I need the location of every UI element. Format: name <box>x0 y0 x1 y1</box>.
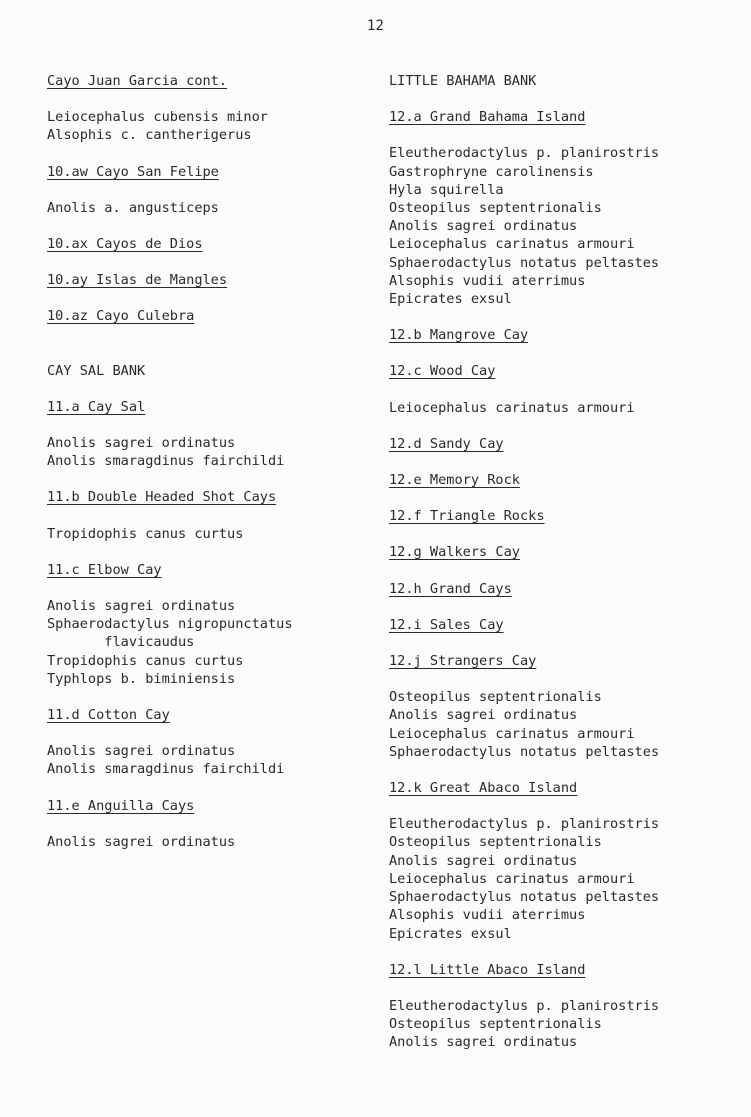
species-name: Osteopilus septentrionalis <box>389 834 602 851</box>
locality-heading: 10.az Cayo Culebra <box>47 308 195 325</box>
species-name: Eleutherodactylus p. planirostris <box>389 816 660 833</box>
species-name: Osteopilus septentrionalis <box>389 689 602 706</box>
locality-heading: 10.ax Cayos de Dios <box>47 236 203 253</box>
locality-heading: 12.l Little Abaco Island <box>389 961 586 978</box>
species-name: Osteopilus septentrionalis <box>389 1016 602 1033</box>
locality-heading: 11.d Cotton Cay <box>47 707 170 724</box>
species-name: Leiocephalus carinatus armouri <box>389 870 635 887</box>
species-list <box>47 742 377 778</box>
species-list <box>47 833 377 851</box>
bank-heading: CAY SAL BANK <box>47 362 146 379</box>
locality-heading: 12.c Wood Cay <box>389 363 496 380</box>
species-name: Hyla squirella <box>389 181 504 198</box>
locality-heading: 11.c Elbow Cay <box>47 561 162 578</box>
locality-heading: 12.e Memory Rock <box>389 472 520 489</box>
species-list <box>47 434 377 470</box>
species-name: Alsophis vudii aterrimus <box>389 272 586 289</box>
locality-heading: 12.a Grand Bahama Island <box>389 109 586 126</box>
species-name: Typhlops b. biminiensis <box>47 670 236 687</box>
species-list <box>389 688 739 761</box>
species-name: Anolis sagrei ordinatus <box>389 1034 578 1051</box>
species-name: Osteopilus septentrionalis <box>389 200 602 217</box>
species-list <box>47 597 377 688</box>
bank-heading: LITTLE BAHAMA BANK <box>389 73 537 89</box>
locality-heading: 12.j Strangers Cay <box>389 653 537 670</box>
locality-heading: 12.d Sandy Cay <box>389 435 504 452</box>
species-name: Alsophis c. cantherigerus <box>47 127 252 144</box>
species-name: Anolis sagrei ordinatus <box>47 598 236 615</box>
locality-heading: 12.i Sales Cay <box>389 616 504 633</box>
locality-heading: 12.k Great Abaco Island <box>389 780 578 797</box>
species-name: Epicrates exsul <box>389 925 512 942</box>
species-name: Leiocephalus carinatus armouri <box>389 399 635 416</box>
species-name: Eleutherodactylus p. planirostris <box>389 997 660 1014</box>
locality-heading: 12.f Triangle Rocks <box>389 508 545 525</box>
species-name: Epicrates exsul <box>389 291 512 308</box>
locality-heading: 10.aw Cayo San Felipe <box>47 163 219 180</box>
species-name: Leiocephalus cubensis minor <box>47 109 268 126</box>
species-name-continuation: flavicaudus <box>47 634 195 651</box>
species-name: Sphaerodactylus notatus peltastes <box>389 743 660 760</box>
locality-heading: 12.h Grand Cays <box>389 580 512 597</box>
species-name: Tropidophis canus curtus <box>47 652 244 669</box>
species-name: Anolis sagrei ordinatus <box>47 833 236 850</box>
species-name: Sphaerodactylus nigropunctatus <box>47 616 293 633</box>
species-list <box>389 997 739 1052</box>
species-name: Anolis smaragdinus fairchildi <box>47 761 285 778</box>
species-list <box>389 815 739 942</box>
species-name: Gastrophryne carolinensis <box>389 163 594 180</box>
locality-heading: 12.g Walkers Cay <box>389 544 520 561</box>
locality-heading: 11.e Anguilla Cays <box>47 797 195 814</box>
species-name: Anolis sagrei ordinatus <box>389 707 578 724</box>
species-list <box>47 199 377 217</box>
species-name: Anolis sagrei ordinatus <box>389 852 578 869</box>
locality-heading: 11.a Cay Sal <box>47 398 146 415</box>
species-name: Alsophis vudii aterrimus <box>389 907 586 924</box>
right-column <box>389 72 739 1070</box>
species-list <box>47 108 377 144</box>
species-list <box>389 399 739 417</box>
locality-heading: 12.b Mangrove Cay <box>389 327 529 344</box>
locality-heading: 11.b Double Headed Shot Cays <box>47 489 277 506</box>
species-name: Eleutherodactylus p. planirostris <box>389 145 660 162</box>
species-name: Leiocephalus carinatus armouri <box>389 725 635 742</box>
species-name: Sphaerodactylus notatus peltastes <box>389 889 660 906</box>
species-list <box>47 525 377 543</box>
species-name: Anolis smaragdinus fairchildi <box>47 453 285 470</box>
locality-heading: Cayo Juan Garcia cont. <box>47 73 228 89</box>
species-name: Leiocephalus carinatus armouri <box>389 236 635 253</box>
species-name: Tropidophis canus curtus <box>47 525 244 542</box>
page-number: 12 <box>366 18 385 34</box>
locality-heading: 10.ay Islas de Mangles <box>47 272 228 289</box>
species-list <box>389 144 739 308</box>
left-column <box>47 72 377 869</box>
species-name: Anolis sagrei ordinatus <box>389 218 578 235</box>
species-name: Sphaerodactylus notatus peltastes <box>389 254 660 271</box>
species-name: Anolis a. angusticeps <box>47 199 219 216</box>
species-name: Anolis sagrei ordinatus <box>47 435 236 452</box>
species-name: Anolis sagrei ordinatus <box>47 743 236 760</box>
